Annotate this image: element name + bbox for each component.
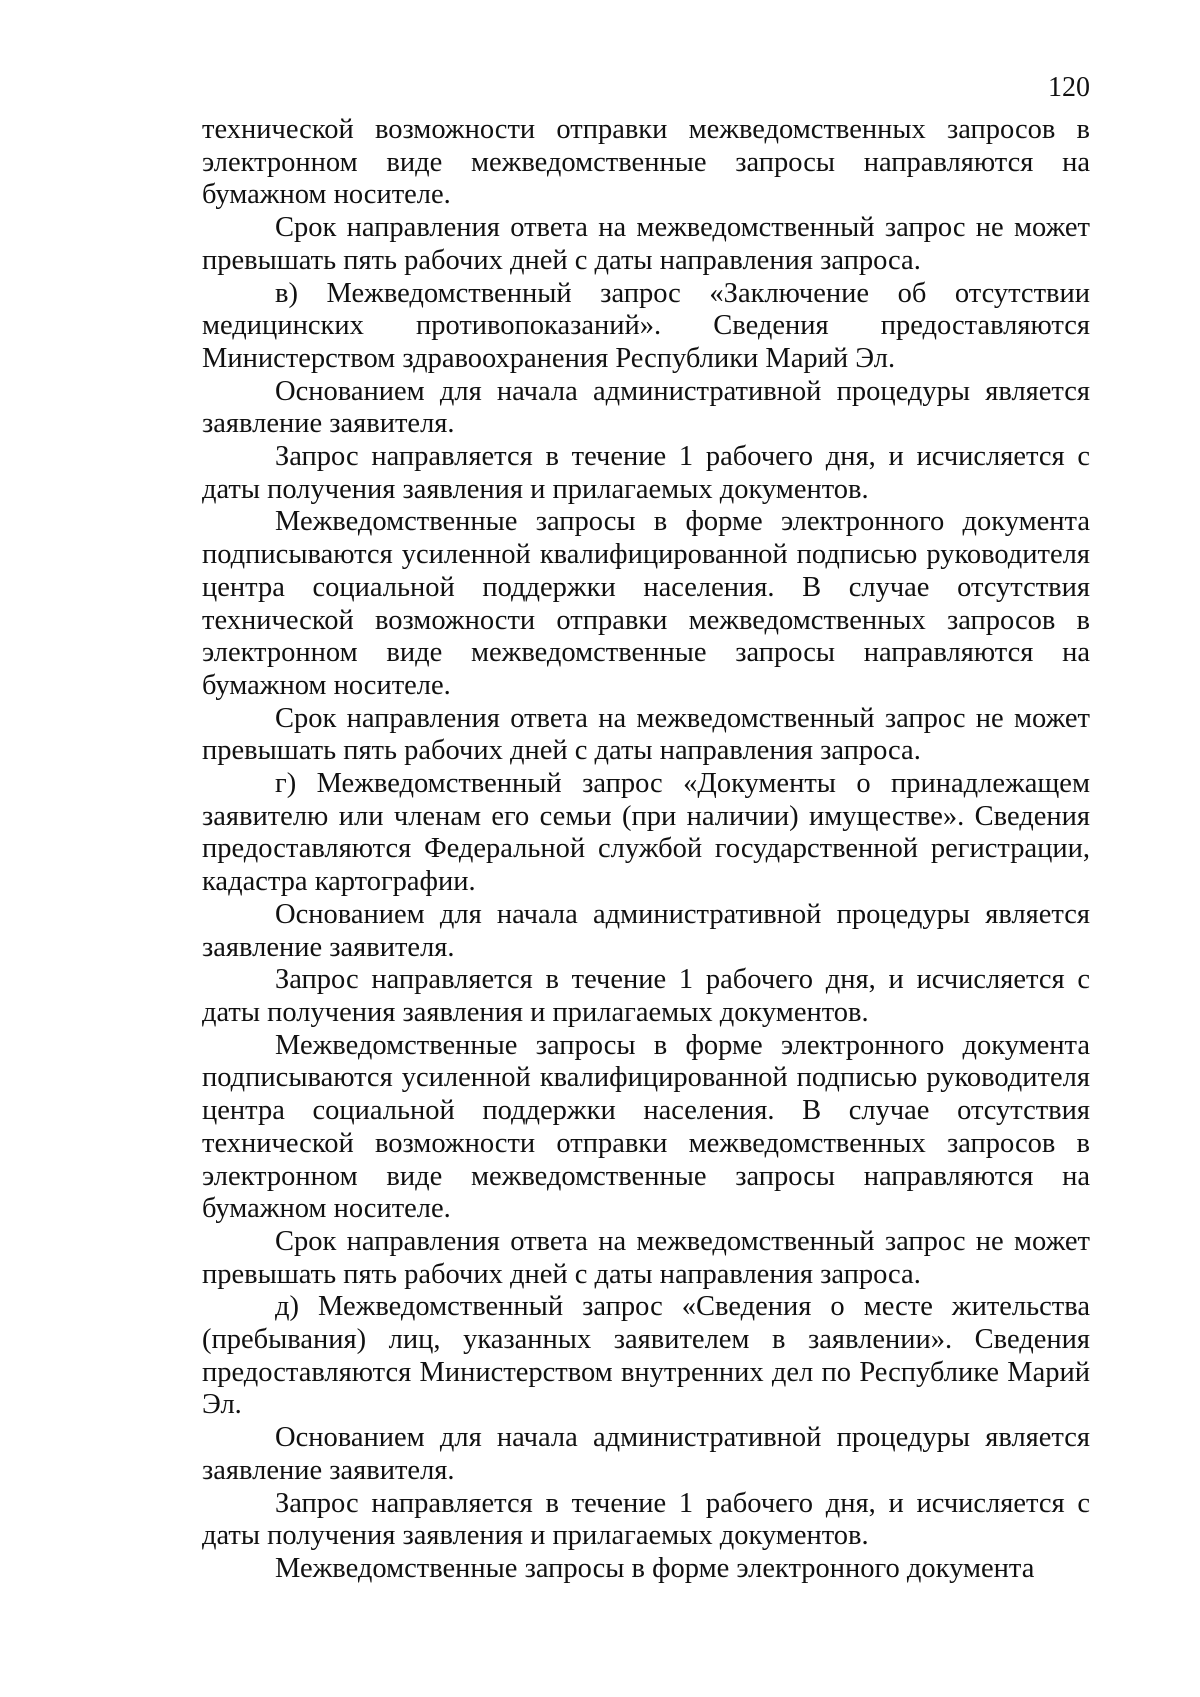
paragraph: Основанием для начала административной процедуры является заявление заявителя. xyxy=(202,898,1090,963)
paragraph: Запрос направляется в течение 1 рабочего дня, и исчисляется с даты получения заявления и прилагаемых документов. xyxy=(202,1487,1090,1552)
paragraph: Межведомственные запросы в форме электронного документа подписываются усиленной квалифицированной подписью руководителя центра социальной поддержки населения. В случае отсутствия технической возможности отправки межведомственных запросов в электронном виде межведомственные запросы направляются на бумажном носителе. xyxy=(202,1029,1090,1225)
paragraph: Запрос направляется в течение 1 рабочего дня, и исчисляется с даты получения заявления и прилагаемых документов. xyxy=(202,964,1090,1028)
paragraph: г) Межведомственный запрос «Документы о принадлежащем заявителю или членам его семьи (при наличии) имуществе». Сведения предоставляются Федеральной службой государственной регистрации, кадастра картографии. xyxy=(202,768,1090,898)
paragraph: Основанием для начала административной процедуры является заявление заявителя. xyxy=(202,375,1090,440)
paragraph: Основанием для начала административной процедуры является заявление заявителя. xyxy=(202,1422,1090,1486)
document-body xyxy=(202,114,1090,1586)
paragraph: Срок направления ответа на межведомственный запрос не может превышать пять рабочих дней с даты направления запроса. xyxy=(202,702,1090,767)
paragraph: Межведомственные запросы в форме электронного документа подписываются усиленной квалифицированной подписью руководителя центра социальной поддержки населения. В случае отсутствия технической возможности отправки межведомственных запросов в электронном виде межведомственные запросы направляются на бумажном носителе. xyxy=(202,506,1090,701)
paragraph: Запрос направляется в течение 1 рабочего дня, и исчисляется с даты получения заявления и прилагаемых документов. xyxy=(202,441,1090,505)
paragraph: Срок направления ответа на межведомственный запрос не может превышать пять рабочих дней с даты направления запроса. xyxy=(202,212,1090,276)
paragraph: Срок направления ответа на межведомственный запрос не может превышать пять рабочих дней с даты направления запроса. xyxy=(202,1225,1090,1290)
paragraph: д) Межведомственный запрос «Сведения о месте жительства (пребывания) лиц, указанных заявителем в заявлении». Сведения предоставляются Министерством внутренних дел по Республике Марий Эл. xyxy=(202,1291,1090,1421)
paragraph: технической возможности отправки межведомственных запросов в электронном виде межведомственные запросы направляются на бумажном носителе. xyxy=(202,114,1090,211)
page-number: 120 xyxy=(1048,72,1090,103)
paragraph: в) Межведомственный запрос «Заключение об отсутствии медицинских противопоказаний». Сведения предоставляются Министерством здравоохранения Республики Марий Эл. xyxy=(202,277,1090,374)
paragraph: Межведомственные запросы в форме электронного документа xyxy=(275,1552,1035,1584)
